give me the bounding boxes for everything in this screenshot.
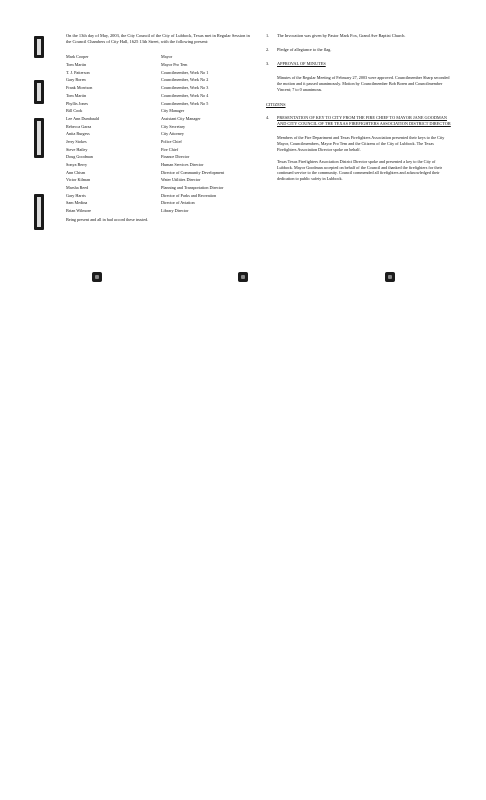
attendee-name: Gary Harris [66, 192, 86, 198]
roster-row [66, 176, 256, 184]
agenda-item-3 [266, 61, 452, 67]
attendee-title: City Manager [161, 108, 185, 114]
attendee-name: Tom Martin [66, 62, 87, 68]
roster-row [66, 76, 256, 84]
attendee-name: T. J. Patterson [66, 69, 90, 75]
attendee-title: Planning and Transportation Director [161, 185, 224, 191]
item-number: 3. [266, 61, 270, 66]
punch-mark-1 [34, 36, 44, 58]
attendee-name: Brian Wilmore [66, 208, 91, 214]
attendee-title: Director of Aviation [161, 200, 195, 206]
attendee-name: Mark Cooper [66, 54, 89, 60]
attendee-name: Lee Ann Dumbauld [66, 115, 100, 121]
minutes-paragraph: Minutes of the Regular Meeting of February 27, 2003 were approved. Councilmember Sharp seconded the motion and it passed unanimously. Motion by Councilmember Bob Boren and Councilmember Vincent; 7 to 0 unanimous. [277, 75, 450, 92]
roster-row [66, 207, 256, 215]
pledge-text: Pledge of allegiance to the flag. [277, 47, 332, 52]
attendee-name: Anita Burgess [66, 131, 90, 137]
presentation-paragraph-1: Members of the Fire Department and Texas Firefighters Association presented their keys to the City Mayor, Councilmembers, Mayor Pro Tem and the Citizens of the City of Lubbock. The Texas Firefighters Association Director spoke on behalf. [277, 135, 445, 152]
attendee-title: Councilmember, Work No 2 [161, 77, 209, 83]
agenda-item-4 [266, 115, 452, 127]
roster-row [66, 69, 256, 77]
attendee-name: Victor Kilman [66, 177, 91, 183]
attendee-title: Councilmember, Work No 4 [161, 92, 209, 98]
attendee-name: Gary Boren [66, 77, 86, 83]
roster-row [66, 138, 256, 146]
roster-row [66, 84, 256, 92]
roster-row [66, 199, 256, 207]
attendee-name: Marsha Reed [66, 185, 89, 191]
attendee-title: Councilmember, Work No 3 [161, 85, 209, 91]
citizens-heading: CITIZENS [266, 102, 286, 108]
roster-row [66, 123, 256, 131]
roster-row [66, 53, 256, 61]
attendee-title: Finance Director [161, 154, 190, 160]
roster-footer-note: Being present and all in bad accord these trusted. [66, 216, 149, 222]
attendee-title: Assistant City Manager [161, 115, 201, 121]
attendee-title: Library Director [161, 208, 189, 214]
invocation-text: The Invocation was given by Pastor Mark Fox, Grand Ave Baptist Church. [277, 33, 406, 38]
attendee-name: Steve Hailey [66, 146, 88, 152]
attendee-title: Director of Parks and Recreation [161, 192, 217, 198]
presentation-paragraph-2: Texas Texas Firefighters Association District Director spoke and presented a key to the City of Lubbock. Mayor Goodman accepted on behalf of the Council and thanked the firefighters for their continued service to the community. Council commended all firefighters and acknowledged their dedication to public safety in Lubbock. [277, 158, 443, 182]
roster-row [66, 161, 256, 169]
roster-row [66, 146, 256, 154]
attendee-name: Ann Chism [66, 169, 86, 175]
attendee-name: Tom Martin [66, 92, 87, 98]
punch-mark-4 [34, 194, 44, 230]
agenda-item-2 [266, 47, 452, 53]
roster-row [66, 61, 256, 69]
attendee-title: City Secretary [161, 123, 186, 129]
attendee-name: Sam Medina [66, 200, 88, 206]
punch-mark-2 [34, 80, 44, 104]
attendee-title: Mayor [161, 54, 173, 60]
attendee-title: Councilmember, Work No 1 [161, 69, 209, 75]
attendee-name: Bill Cook [66, 108, 83, 114]
page-seal-center-icon [238, 272, 248, 282]
roster-row [66, 184, 256, 192]
roster-row [66, 192, 256, 200]
attendance-roster [66, 53, 256, 214]
attendee-title: City Attorney [161, 131, 184, 137]
page-seal-right-icon [385, 272, 395, 282]
attendee-title: Mayor Pro Tem [161, 62, 188, 68]
meeting-intro: On the 13th day of May, 2003, the City Council of the City of Lubbock, Texas met in Regular Session in the Council Chambers of City Hall, 1625 13th Street, with the following present: [66, 33, 250, 45]
attendee-title: Fire Chief [161, 146, 179, 152]
attendee-name: Phyllis Jones [66, 100, 88, 106]
punch-mark-3 [34, 118, 44, 158]
roster-row [66, 92, 256, 100]
roster-row [66, 153, 256, 161]
roster-row [66, 115, 256, 123]
attendee-title: Director of Community Development [161, 169, 225, 175]
roster-row [66, 169, 256, 177]
agenda-item-1 [266, 33, 452, 39]
left-column [66, 33, 256, 227]
attendee-name: Sonya Berry [66, 162, 88, 168]
item-number: 2. [266, 47, 270, 52]
minutes-heading: APPROVAL OF MINUTES [277, 61, 326, 66]
roster-row [66, 100, 256, 108]
attendee-title: Water Utilities Director [161, 177, 201, 183]
roster-row [66, 130, 256, 138]
attendee-title: Police Chief [161, 138, 182, 144]
right-column [266, 33, 452, 188]
page-seal-left-icon [92, 272, 102, 282]
attendee-title: Councilmember, Work No 5 [161, 100, 209, 106]
attendee-name: Rebecca Garza [66, 123, 92, 129]
presentation-heading: PRESENTATION OF KEY TO CITY FROM THE FIRE CHIEF TO MAYOR JANE GOODMAN AND CITY COUNCIL OF THE TEXAS FIREFIGHTERS ASSOCIATION DISTRICT DIRECTOR [277, 115, 451, 127]
attendee-title: Human Services Director [161, 162, 204, 168]
item-number: 1. [266, 33, 270, 38]
roster-row [66, 107, 256, 115]
attendee-name: Doug Goodman [66, 154, 93, 160]
attendee-name: Jerry Stokes [66, 138, 87, 144]
attendee-name: Frank Morrison [66, 85, 93, 91]
item-number: 4. [266, 115, 270, 121]
